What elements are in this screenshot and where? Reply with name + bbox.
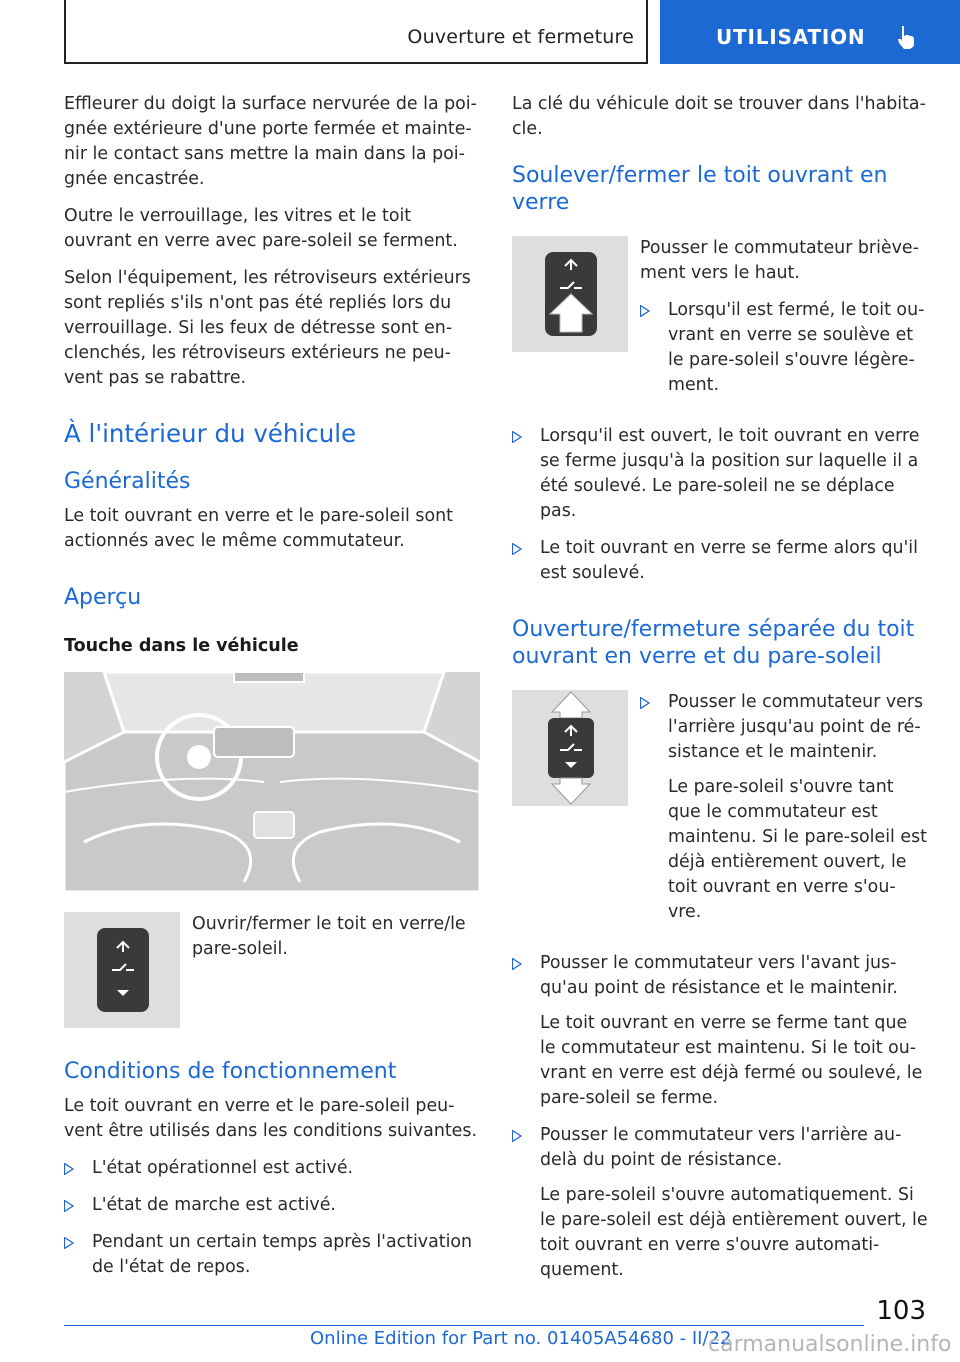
- list-item-text: Pendant un certain temps après l'activation de l'état de repos.: [92, 1232, 473, 1277]
- list-item-text: Pousser le commutateur vers l'arrière jusqu'au point de ré-sistance et le maintenir.: [668, 692, 924, 762]
- subsection-heading: Soulever/fermer le toit ouvrant en verre: [512, 163, 888, 215]
- list-item-text: Le toit ouvrant en verre se ferme alors qu'il est soulevé.: [540, 538, 918, 583]
- paragraph: Le toit ouvrant en verre et le pare-soleil sont actionnés avec le même commutateur.: [64, 506, 453, 551]
- header-chapter-box: [660, 0, 960, 64]
- switch-up-illustration: [512, 236, 628, 352]
- list-item: [512, 951, 928, 1111]
- list-item-text: L'état de marche est activé.: [92, 1195, 336, 1215]
- switch-caption-row: [64, 912, 480, 1028]
- bullet-triangle-icon: [64, 1163, 74, 1175]
- header-chapter-title: UTILISATION: [716, 25, 866, 49]
- switch-caption: Ouvrir/fermer le toit en verre/le pare-soleil.: [192, 914, 466, 959]
- bullet-triangle-icon: [512, 431, 522, 443]
- paragraph: Effleurer du doigt la surface nervurée de la poi-gnée extérieure d'une porte fermée et mainte-nir le contact sans mettre la main dans la poi-gnée encastrée.: [64, 94, 477, 189]
- list-item-text: Lorsqu'il est fermé, le toit ou-vrant en verre se soulève et le pare-soleil s'ouvre légère-ment.: [668, 300, 925, 395]
- footer-divider: [64, 1325, 864, 1326]
- subsection-heading: Ouverture/fermeture séparée du toit ouvrant en verre et du pare-soleil: [512, 617, 915, 669]
- section-heading: À l'intérieur du véhicule: [64, 419, 357, 448]
- car-interior-illustration: [64, 672, 480, 892]
- subsection-heading: Généralités: [64, 469, 191, 494]
- right-column: [512, 92, 928, 1295]
- bullet-triangle-icon: [512, 1130, 522, 1142]
- separee-row: [512, 690, 928, 937]
- footer-edition: Online Edition for Part no. 01405A54680 - II/22: [310, 1328, 732, 1349]
- bullet-triangle-icon: [640, 697, 650, 709]
- subsection-heading: Aperçu: [64, 585, 142, 610]
- watermark: carmanualsonline.info: [708, 1332, 952, 1357]
- bullet-triangle-icon: [64, 1237, 74, 1249]
- paragraph: Outre le verrouillage, les vitres et le toit ouvrant en verre avec pare-soleil se ferment.: [64, 206, 458, 251]
- hand-pointer-icon: [896, 24, 918, 54]
- list-item-detail: Le pare-soleil s'ouvre tant que le commutateur est maintenu. Si le pare-soleil est déjà entièrement ouvert, le toit ouvrant en verre s'ou-vre.: [668, 777, 927, 922]
- page-number: 103: [876, 1296, 926, 1326]
- paragraph: Selon l'équipement, les rétroviseurs extérieurs sont repliés s'ils n'ont pas été repliés lors du verrouillage. Si les feux de détresse sont en-clenchés, les rétroviseurs extérieurs ne peu-vent pas se rabattre.: [64, 268, 471, 388]
- list-item: [64, 1156, 480, 1181]
- switch-updown-illustration: [512, 690, 628, 806]
- minor-heading: Touche dans le véhicule: [64, 636, 299, 656]
- left-column: [64, 92, 480, 1292]
- header-section-box: [64, 0, 648, 64]
- bullet-triangle-icon: [64, 1200, 74, 1212]
- list-item-detail: Le toit ouvrant en verre se ferme tant que le commutateur est maintenu. Si le toit ou-vrant en verre est déjà fermé ou soulevé, le pare-soleil se ferme.: [540, 1013, 923, 1108]
- list-item-text: Lorsqu'il est ouvert, le toit ouvrant en verre se ferme jusqu'à la position sur laquelle il a été soulevé. Le pare-soleil ne se déplace pas.: [540, 426, 920, 521]
- roof-switch-illustration: [64, 912, 180, 1028]
- list-item-text: Pousser le commutateur vers l'avant jus-qu'au point de résistance et le maintenir.: [540, 953, 898, 998]
- paragraph: Pousser le commutateur briève-ment vers le haut.: [640, 238, 919, 283]
- list-item: [512, 424, 928, 524]
- list-item-text: Pousser le commutateur vers l'arrière au-delà du point de résistance.: [540, 1125, 902, 1170]
- list-item: [640, 690, 928, 925]
- list-item: [64, 1193, 480, 1218]
- list-item-detail: Le pare-soleil s'ouvre automatiquement. Si le pare-soleil est déjà entièrement ouvert, le toit ouvrant en verre s'ouvre automati-quement.: [540, 1185, 928, 1280]
- list-item-text: L'état opérationnel est activé.: [92, 1158, 354, 1178]
- list-item: [640, 298, 928, 398]
- list-item: [512, 536, 928, 586]
- paragraph: La clé du véhicule doit se trouver dans l'habita-cle.: [512, 94, 926, 139]
- soulever-row: [512, 236, 928, 410]
- bullet-triangle-icon: [512, 543, 522, 555]
- header-section-title: Ouverture et fermeture: [407, 26, 634, 48]
- list-item: [64, 1230, 480, 1280]
- bullet-triangle-icon: [640, 305, 650, 317]
- bullet-triangle-icon: [512, 958, 522, 970]
- list-item: [512, 1123, 928, 1283]
- subsection-heading: Conditions de fonctionnement: [64, 1059, 397, 1084]
- paragraph: Le toit ouvrant en verre et le pare-soleil peu-vent être utilisés dans les conditions suivantes.: [64, 1096, 477, 1141]
